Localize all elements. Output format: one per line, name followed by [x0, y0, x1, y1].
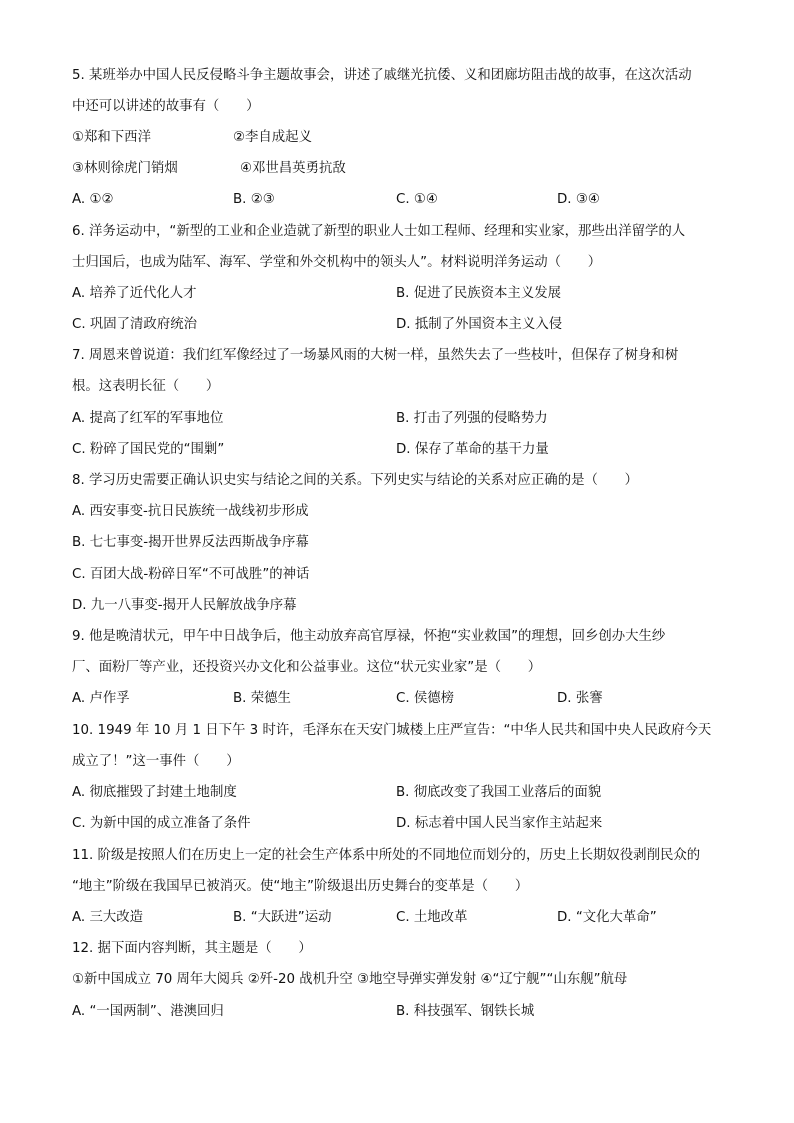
- q12-option-b[interactable]: B. 科技强军、钢铁长城: [396, 1004, 535, 1019]
- q11-option-d[interactable]: D. “文化大革命”: [557, 910, 657, 925]
- q5-option-a[interactable]: A. ①②: [72, 192, 114, 207]
- q5-option-c[interactable]: C. ①④: [396, 192, 438, 207]
- q7-option-a[interactable]: A. 提高了红军的军事地位: [72, 411, 224, 426]
- q5-item-2: ②李自成起义: [233, 130, 312, 145]
- q11-stem-line-1: 11. 阶级是按照人们在历史上一定的社会生产体系中所处的不同地位而划分的，历史上长期奴役剥削民众的: [72, 848, 701, 863]
- q5-stem-line-2: 中还可以讲述的故事有（ ）: [72, 99, 260, 114]
- q6-stem-line-2: 士归国后，也成为陆军、海军、学堂和外交机构中的领头人”。材料说明洋务运动（ ）: [72, 255, 602, 270]
- q8-option-b[interactable]: B. 七七事变-揭开世界反法西斯战争序幕: [72, 535, 309, 550]
- q9-option-d[interactable]: D. 张謇: [557, 691, 603, 706]
- q12-stem-line-2: ①新中国成立 70 周年大阅兵 ②歼-20 战机升空 ③地空导弹实弹发射 ④“辽宁舰”“山东舰”航母: [72, 972, 628, 987]
- q6-option-d[interactable]: D. 抵制了外国资本主义入侵: [396, 317, 563, 332]
- q10-option-a[interactable]: A. 彻底摧毁了封建土地制度: [72, 785, 237, 800]
- q10-option-d[interactable]: D. 标志着中国人民当家作主站起来: [396, 816, 603, 831]
- q5-item-4: ④邓世昌英勇抗敌: [240, 161, 346, 176]
- q6-option-b[interactable]: B. 促进了民族资本主义发展: [396, 286, 561, 301]
- q9-option-a[interactable]: A. 卢作孚: [72, 691, 130, 706]
- q9-option-b[interactable]: B. 荣德生: [233, 691, 291, 706]
- q7-stem-line-2: 根。这表明长征（ ）: [72, 379, 220, 394]
- q8-option-c[interactable]: C. 百团大战-粉碎日军“不可战胜”的神话: [72, 567, 310, 582]
- q10-stem-line-1: 10. 1949 年 10 月 1 日下午 3 时许，毛泽东在天安门城楼上庄严宣告：“中华人民共和国中央人民政府今天: [72, 723, 712, 738]
- q12-option-a[interactable]: A. “一国两制”、港澳回归: [72, 1004, 224, 1019]
- q6-option-c[interactable]: C. 巩固了清政府统治: [72, 317, 197, 332]
- q11-option-c[interactable]: C. 土地改革: [396, 910, 468, 925]
- q9-option-c[interactable]: C. 侯德榜: [396, 691, 455, 706]
- q9-stem-line-2: 厂、面粉厂等产业，还投资兴办文化和公益事业。这位“状元实业家”是（ ）: [72, 660, 542, 675]
- q11-option-a[interactable]: A. 三大改造: [72, 910, 143, 925]
- q5-item-1: ①郑和下西洋: [72, 130, 151, 145]
- q7-option-d[interactable]: D. 保存了革命的基干力量: [396, 442, 549, 457]
- q6-option-a[interactable]: A. 培养了近代化人才: [72, 286, 197, 301]
- q5-option-b[interactable]: B. ②③: [233, 192, 275, 207]
- q8-option-d[interactable]: D. 九一八事变-揭开人民解放战争序幕: [72, 598, 297, 613]
- q9-stem-line-1: 9. 他是晚清状元，甲午中日战争后，他主动放弃高官厚禄，怀抱“实业救国”的理想，回乡创办大生纱: [72, 629, 666, 644]
- q5-stem-line-1: 5. 某班举办中国人民反侵略斗争主题故事会，讲述了戚继光抗倭、义和团廊坊阻击战的故事，在这次活动: [72, 68, 692, 83]
- q10-option-c[interactable]: C. 为新中国的成立准备了条件: [72, 816, 251, 831]
- q12-stem-line-1: 12. 据下面内容判断，其主题是（ ）: [72, 941, 312, 956]
- q7-option-c[interactable]: C. 粉碎了国民党的“围剿”: [72, 442, 225, 457]
- q8-option-a[interactable]: A. 西安事变-抗日民族统一战线初步形成: [72, 504, 309, 519]
- q5-item-3: ③林则徐虎门销烟: [72, 161, 178, 176]
- q7-stem-line-1: 7. 周恩来曾说道：我们红军像经过了一场暴风雨的大树一样，虽然失去了一些枝叶，但保存了树身和树: [72, 348, 679, 363]
- q5-option-d[interactable]: D. ③④: [557, 192, 600, 207]
- q11-stem-line-2: “地主”阶级在我国早已被消灭。使“地主”阶级退出历史舞台的变革是（ ）: [72, 879, 529, 894]
- q8-stem-line-1: 8. 学习历史需要正确认识史实与结论之间的关系。下列史实与结论的关系对应正确的是（ ）: [72, 473, 639, 488]
- q10-stem-line-2: 成立了！”这一事件（ ）: [72, 754, 240, 769]
- q6-stem-line-1: 6. 洋务运动中，“新型的工业和企业造就了新型的职业人士如工程师、经理和实业家，那些出洋留学的人: [72, 224, 686, 239]
- q10-option-b[interactable]: B. 彻底改变了我国工业落后的面貌: [396, 785, 602, 800]
- q7-option-b[interactable]: B. 打击了列强的侵略势力: [396, 411, 548, 426]
- q11-option-b[interactable]: B. “大跃进”运动: [233, 910, 332, 925]
